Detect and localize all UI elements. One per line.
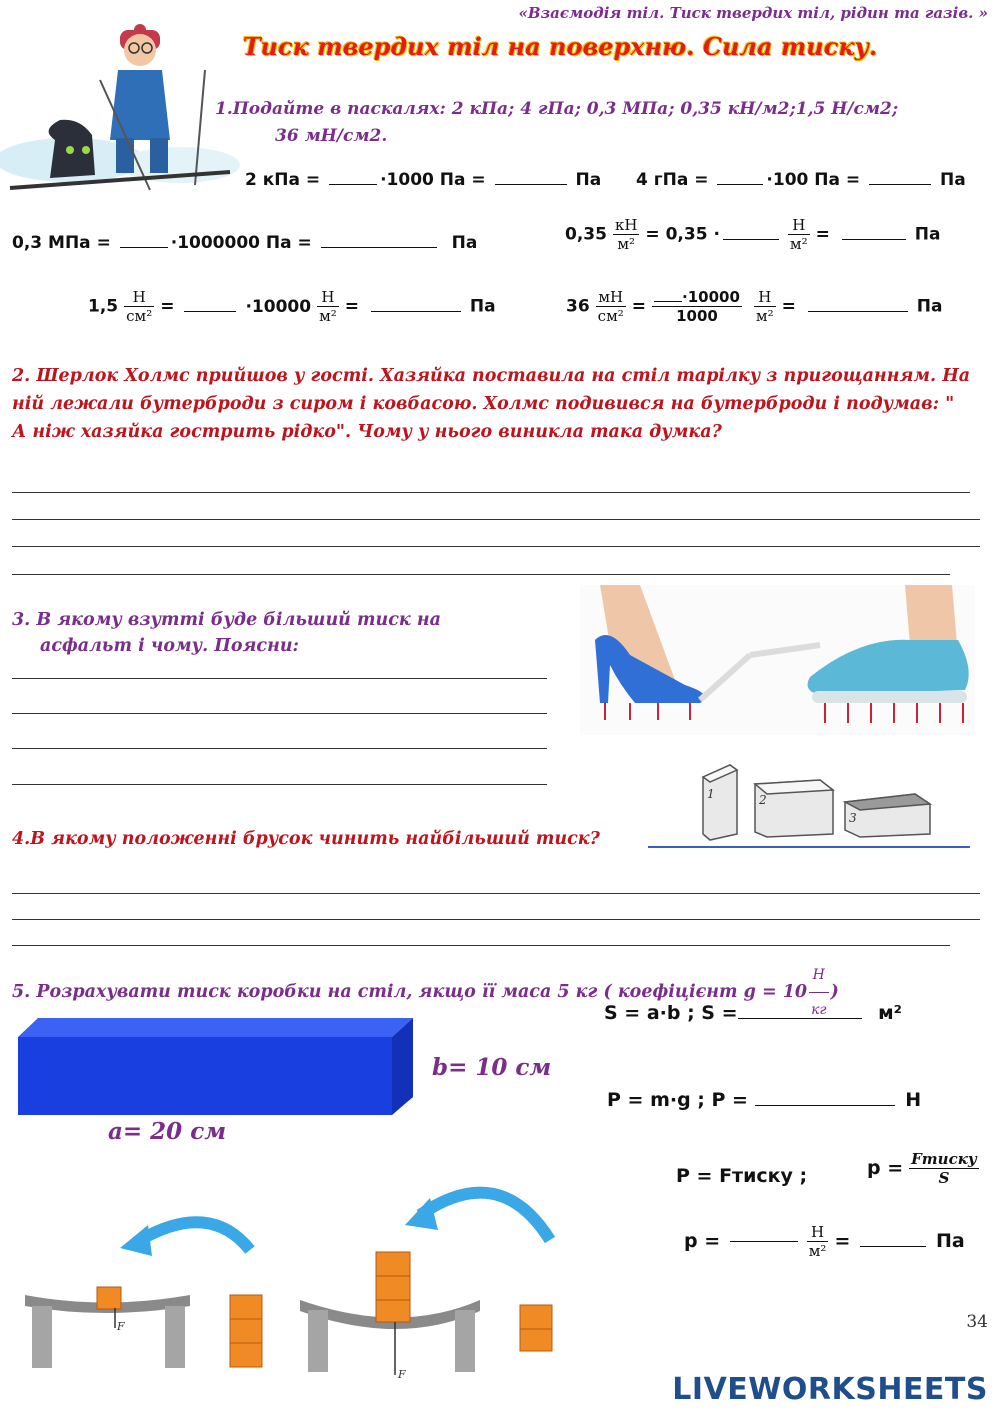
box-side-a-label: a= 20 см — [108, 1118, 227, 1145]
blue-box-illustration — [18, 1015, 418, 1117]
q1-n-per-m2-fraction: $\frac{Н}{\text{м²}}$ — [789, 216, 808, 253]
q1-gpa-factor-input[interactable] — [717, 184, 763, 185]
q1-kn-value: 0,35 — [565, 224, 607, 245]
q1-kn-result-input[interactable] — [842, 239, 906, 240]
q1-row-3-right — [566, 288, 942, 325]
q1-kpa-result-input[interactable] — [495, 184, 567, 185]
q1-ncm-result-input[interactable] — [371, 311, 461, 312]
question-5-close: ) — [830, 982, 839, 1002]
question-3-text — [12, 607, 552, 659]
q1-n-per-m2-fraction-2: $\frac{Н}{\text{м²}}$ — [319, 288, 337, 325]
q1-kn-per-m2-fraction: $\frac{кН}{\text{м²}}$ — [614, 216, 638, 253]
q1-row-3-left — [88, 288, 496, 325]
pressure-definition: p = $\frac{\text{Fтиску}}{S}$ — [867, 1150, 977, 1187]
question-3-line-2: асфальт і чому. Поясни: — [40, 636, 300, 656]
area-formula: S = a·b ; S = м² — [604, 1002, 902, 1024]
q1-ncm-factor-input[interactable] — [184, 311, 236, 312]
q1-kn-unit: Па — [908, 224, 941, 245]
q1-kn-mult: = 0,35 · — [645, 224, 720, 245]
question-2-text: 2. Шерлок Холмс прийшов у гості. Хазяйка поставила на стіл тарілку з пригощанням. На ній лежали бутерброди з сиром і ковбасою. Холмс подивився на бутерброди і подумав: " А ніж хазяйка гострить рідко". Чому у нього виникла така думка? — [12, 366, 971, 442]
question-1-line-1: 1.Подайте в паскалях: 2 кПа; 4 гПа; 0,3 МПа; 0,35 кН/м2;1,5 Н/см2; — [215, 99, 899, 119]
q1-mncm-value: 36 — [566, 296, 590, 317]
q1-kpa-mult: ·1000 Па = — [380, 170, 492, 190]
g-unit-fraction: $\frac{Н}{кг}$ — [809, 958, 828, 1027]
answer-line-q4-3[interactable] — [12, 945, 950, 946]
q1-gpa-result-input[interactable] — [869, 184, 931, 185]
q1-kn-equals: = — [815, 224, 830, 245]
answer-line-q3-3[interactable] — [12, 748, 547, 749]
force-formula: P = Fтиску ; — [676, 1165, 808, 1187]
page-title: Тиск твердих тіл на поверхню. Сила тиску. — [242, 32, 878, 61]
q1-mncm-result-input[interactable] — [808, 311, 908, 312]
q1-gpa-label: 4 гПа = — [636, 170, 715, 190]
q1-ncm-equals: = — [160, 296, 175, 317]
q1-mpa-label: 0,3 МПа = — [12, 233, 117, 253]
pressure-answer-row: p = $\frac{Н}{\text{м²}}$ = Па — [684, 1223, 965, 1260]
bricks-illustration — [695, 762, 945, 847]
answer-line-q3-4[interactable] — [12, 784, 547, 785]
question-5-line: 5. Розрахувати тиск коробки на стіл, якщо її маса 5 кг ( коефіцієнт g = 10 — [12, 982, 808, 1002]
pressure-answer-input[interactable] — [860, 1246, 926, 1247]
brick-label-2: 2 — [759, 793, 767, 807]
brick-label-3: 3 — [849, 811, 857, 825]
answer-line-q2-3[interactable] — [12, 546, 980, 547]
answer-line-q2-2[interactable] — [12, 519, 980, 520]
page-number: 34 — [966, 1312, 988, 1332]
q1-mpa-factor-input[interactable] — [120, 247, 168, 248]
q1-gpa-mult: ·100 Па = — [766, 170, 867, 190]
pressure-fraction: $\frac{\text{Fтиску}}{S}$ — [911, 1150, 977, 1187]
shoes-illustration — [580, 585, 975, 735]
q1-row-2-left — [12, 233, 477, 253]
q1-ncm-mult: ·10000 — [245, 296, 312, 317]
question-4-text: 4.В якому положенні брусок чинить найбільший тиск? — [12, 829, 600, 849]
q1-ncm-equals-2: = — [344, 296, 360, 317]
pressure-unit-fraction: $\frac{Н}{\text{м²}}$ — [808, 1223, 827, 1260]
q1-mncm-factor-input[interactable] — [654, 301, 682, 302]
brick-label-1: 1 — [707, 787, 715, 801]
q1-kpa-label: 2 кПа = — [245, 170, 327, 190]
answer-line-q3-2[interactable] — [12, 713, 547, 714]
q1-n-per-m2-fraction-3: $\frac{Н}{\text{м²}}$ — [755, 288, 774, 325]
q1-mpa-mult: ·1000000 Па = — [170, 233, 318, 253]
q1-ncm-unit: Па — [464, 296, 496, 317]
question-1-line-2: 36 мН/см2. — [275, 126, 388, 146]
q1-ncm-value: 1,5 — [88, 296, 119, 317]
q1-kpa-unit: Па — [569, 170, 602, 190]
q1-gpa-unit: Па — [934, 170, 966, 190]
box-side-b-label: b= 10 см — [432, 1054, 552, 1081]
force-label-1: F — [117, 1320, 125, 1333]
weight-formula: P = m·g ; P = Н — [607, 1089, 922, 1111]
q1-mncm-big-fraction: $\frac{\cdot 10000}{1000}$ — [652, 288, 742, 325]
answer-line-q4-2[interactable] — [12, 919, 980, 920]
pressure-fraction-input[interactable] — [730, 1241, 798, 1242]
question-3-line-1: 3. В якому взутті буде більший тиск на — [12, 610, 441, 630]
q1-row-2-right — [565, 216, 940, 253]
bench-illustration — [20, 1170, 580, 1390]
q1-mncm-equals-2: = — [781, 296, 796, 317]
question-1-text — [215, 96, 985, 150]
q1-mpa-result-input[interactable] — [321, 247, 437, 248]
answer-line-q4-1[interactable] — [12, 893, 980, 894]
q1-mn-per-cm2-fraction: $\frac{мН}{\text{см²}}$ — [597, 288, 624, 325]
q1-mpa-unit: Па — [445, 233, 478, 253]
q1-mncm-unit: Па — [910, 296, 943, 317]
area-answer-input[interactable] — [738, 1018, 862, 1019]
q4-answer-line[interactable] — [648, 846, 970, 848]
force-label-2: F — [398, 1368, 406, 1381]
q1-n-per-cm2-fraction: $\frac{Н}{\text{см²}}$ — [126, 288, 153, 325]
q1-mncm-equals: = — [631, 296, 647, 317]
liveworksheets-logo: LIVEWORKSHEETS — [672, 1372, 988, 1407]
q1-row-1-left — [245, 170, 601, 190]
header-note: «Взаємодія тіл. Тиск твердих тіл, рідин та газів. » — [518, 4, 988, 22]
answer-line-q2-4[interactable] — [12, 574, 950, 575]
answer-line-q2-1[interactable] — [12, 492, 970, 493]
q1-row-1-right — [636, 170, 966, 190]
answer-line-q3-1[interactable] — [12, 678, 547, 679]
weight-answer-input[interactable] — [755, 1105, 895, 1106]
q1-kpa-factor-input[interactable] — [329, 184, 377, 185]
q1-kn-factor-input[interactable] — [723, 239, 779, 240]
